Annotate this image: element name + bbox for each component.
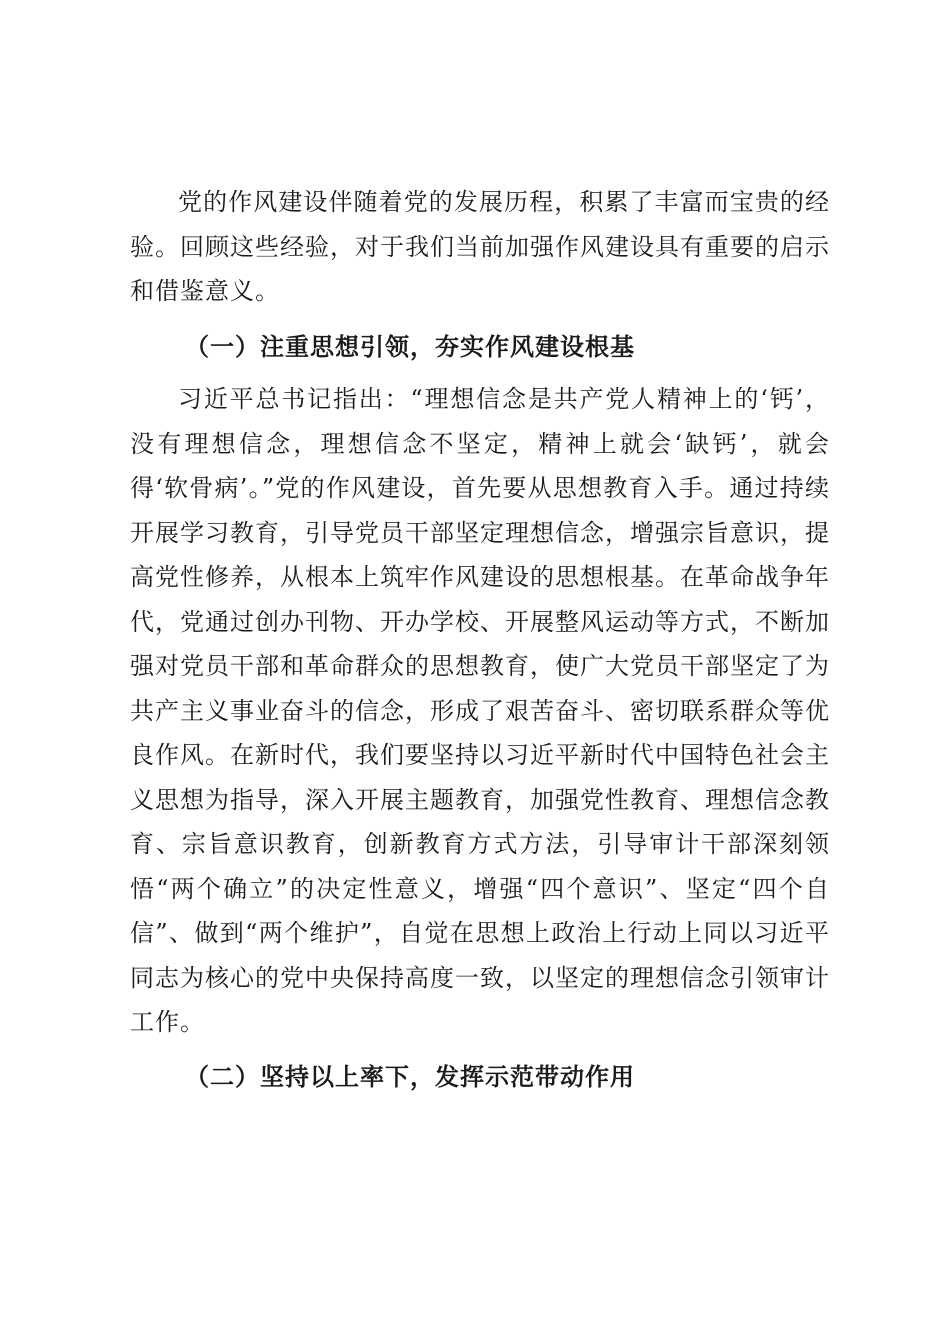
intro-paragraph: 党的作风建设伴随着党的发展历程，积累了丰富而宝贵的经验。回顾这些经验，对于我们当前加强作风建设具有重要的启示和借鉴意义。 <box>130 188 830 305</box>
section-1-paragraph: 习近平总书记指出：“理想信念是共产党人精神上的‘钙’，没有理想信念，理想信念不坚定，精神上就会‘缺钙’，就会得‘软骨病’。”党的作风建设，首先要从思想教育入手。通过持续开展学习教育，引导党员干部坚定理想信念，增强宗旨意识，提高党性修养，从根本上筑牢作风建设的思想根基。在革命战争年代，党通过创办刊物、开办学校、开展整风运动等方式，不断加强对党员干部和革命群众的思想教育，使广大党员干部坚定了为共产主义事业奋斗的信念，形成了艰苦奋斗、密切联系群众等优良作风。在新时代，我们要坚持以习近平新时代中国特色社会主义思想为指导，深入开展主题教育，加强党性教育、理想信念教育、宗旨意识教育，创新教育方式方法，引导审计干部深刻领悟“两个确立”的决定性意义，增强“四个意识”、坚定“四个自信”、做到“两个维护”，自觉在思想上政治上行动上同以习近平同志为核心的党中央保持高度一致，以坚定的理想信念引领审计工作。 <box>130 385 830 1036</box>
section-heading-2: （二）坚持以上率下，发挥示范带动作用 <box>185 1061 635 1091</box>
section-heading-1: （一）注重思想引领，夯实作风建设根基 <box>185 331 635 361</box>
document-body <box>130 180 830 1107</box>
